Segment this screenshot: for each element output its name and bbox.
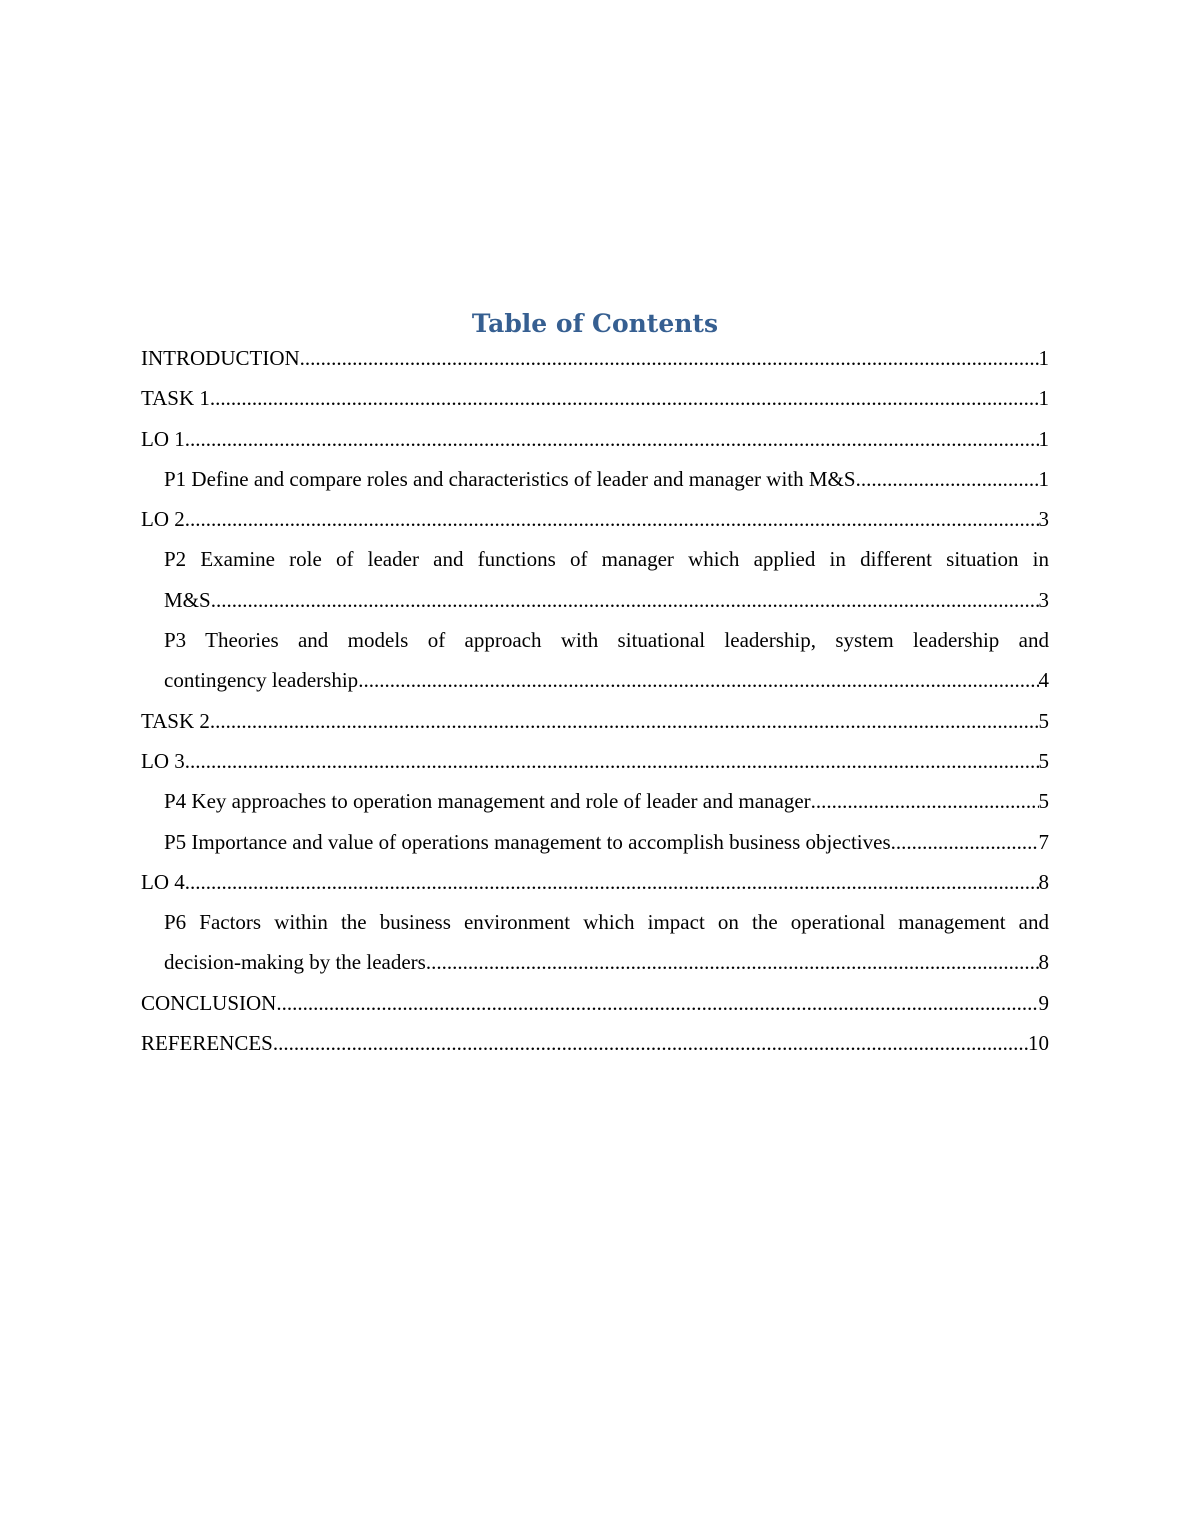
toc-entry-text-line1: P3 Theories and models of approach with situational leadership, system leadership and — [164, 628, 1049, 653]
leader-dots — [891, 822, 1039, 862]
toc-link[interactable] — [164, 822, 1049, 862]
leader-dots — [185, 499, 1039, 539]
toc-link[interactable] — [164, 781, 1049, 821]
toc-entry-p6[interactable] — [141, 902, 1049, 983]
toc-link[interactable] — [164, 620, 1049, 701]
toc-link[interactable] — [141, 741, 1049, 781]
toc-entry-text: TASK 1 — [141, 386, 210, 411]
toc-entry-text: P4 Key approaches to operation management and role of leader and manager — [164, 789, 811, 814]
toc-page-number: 1 — [1038, 346, 1049, 370]
toc-entry-p4[interactable] — [141, 781, 1049, 821]
toc-entry-p1[interactable] — [141, 459, 1049, 499]
toc-link[interactable] — [141, 701, 1049, 741]
toc-entry-text-line1: P6 Factors within the business environment which impact on the operational management and — [164, 910, 1049, 935]
toc-entry-introduction[interactable] — [141, 338, 1049, 378]
leader-dots — [210, 701, 1039, 741]
toc-entry-text: P1 Define and compare roles and characteristics of leader and manager with M&S — [164, 466, 856, 491]
toc-page-number: 10 — [1028, 1031, 1049, 1056]
toc-link[interactable] — [141, 378, 1049, 418]
leader-dots — [426, 942, 1039, 982]
toc-entry-task-1[interactable] — [141, 378, 1049, 418]
toc-entry-task-2[interactable] — [141, 701, 1049, 741]
leader-dots — [210, 378, 1039, 418]
toc-page-number: 8 — [1038, 950, 1049, 975]
toc-page-number: 8 — [1038, 869, 1049, 894]
toc-page-number: 5 — [1038, 789, 1049, 814]
toc-link[interactable] — [164, 902, 1049, 983]
toc-link[interactable] — [141, 862, 1049, 902]
toc-page-number: 1 — [1038, 466, 1049, 491]
toc-link[interactable] — [164, 539, 1049, 620]
toc-page-number: 5 — [1038, 708, 1049, 733]
toc-title: Table of Contents — [471, 309, 719, 338]
toc-entry-text: LO 4 — [141, 869, 185, 894]
toc-entry-text-line2: decision-making by the leaders — [164, 950, 426, 975]
toc-page-number: 4 — [1038, 668, 1049, 693]
toc-entry-text: CONCLUSION — [141, 990, 277, 1015]
toc-entry-text: LO 2 — [141, 507, 185, 532]
toc-page-number: 5 — [1038, 748, 1049, 773]
toc-link[interactable] — [141, 983, 1049, 1023]
toc-entry-conclusion[interactable] — [141, 983, 1049, 1023]
toc-entry-text: TASK 2 — [141, 708, 210, 733]
toc-page-number: 1 — [1038, 426, 1049, 451]
leader-dots — [358, 660, 1038, 700]
toc-entry-p5[interactable] — [141, 822, 1049, 862]
toc-entry-text-line2: contingency leadership — [164, 668, 359, 693]
toc-entry-text: LO 1 — [141, 426, 185, 451]
toc-entry-p3[interactable] — [141, 620, 1049, 701]
toc-entry-text-line2: M&S — [164, 587, 211, 612]
leader-dots — [276, 983, 1038, 1023]
toc-link[interactable] — [141, 419, 1049, 459]
toc-link[interactable] — [141, 1023, 1049, 1063]
toc-page-number: 1 — [1038, 386, 1049, 411]
toc-entry-lo-2[interactable] — [141, 499, 1049, 539]
toc-entry-lo-4[interactable] — [141, 862, 1049, 902]
toc-entry-text: INTRODUCTION — [141, 346, 300, 370]
toc-page-number: 3 — [1038, 587, 1049, 612]
toc-entry-text: P5 Importance and value of operations management to accomplish business objectives — [164, 829, 891, 854]
toc-page-number: 7 — [1038, 829, 1049, 854]
toc-entry-text: LO 3 — [141, 748, 185, 773]
leader-dots — [185, 741, 1039, 781]
toc-link[interactable] — [141, 338, 1049, 378]
toc-entry-lo-1[interactable] — [141, 419, 1049, 459]
toc-page-number: 3 — [1038, 507, 1049, 532]
toc-link[interactable] — [164, 459, 1049, 499]
toc-link[interactable] — [141, 499, 1049, 539]
leader-dots — [856, 459, 1039, 499]
toc-entry-text: REFERENCES — [141, 1031, 273, 1056]
leader-dots — [811, 781, 1039, 821]
toc-list — [141, 338, 1049, 1063]
toc-entry-p2[interactable] — [141, 539, 1049, 620]
toc-page-number: 9 — [1038, 990, 1049, 1015]
leader-dots — [185, 862, 1039, 902]
toc-entry-references[interactable] — [141, 1023, 1049, 1063]
leader-dots — [300, 338, 1039, 378]
leader-dots — [185, 419, 1039, 459]
toc-entry-text-line1: P2 Examine role of leader and functions of manager which applied in different situation in — [164, 547, 1049, 572]
leader-dots — [273, 1023, 1028, 1063]
leader-dots — [211, 580, 1039, 620]
toc-entry-lo-3[interactable] — [141, 741, 1049, 781]
